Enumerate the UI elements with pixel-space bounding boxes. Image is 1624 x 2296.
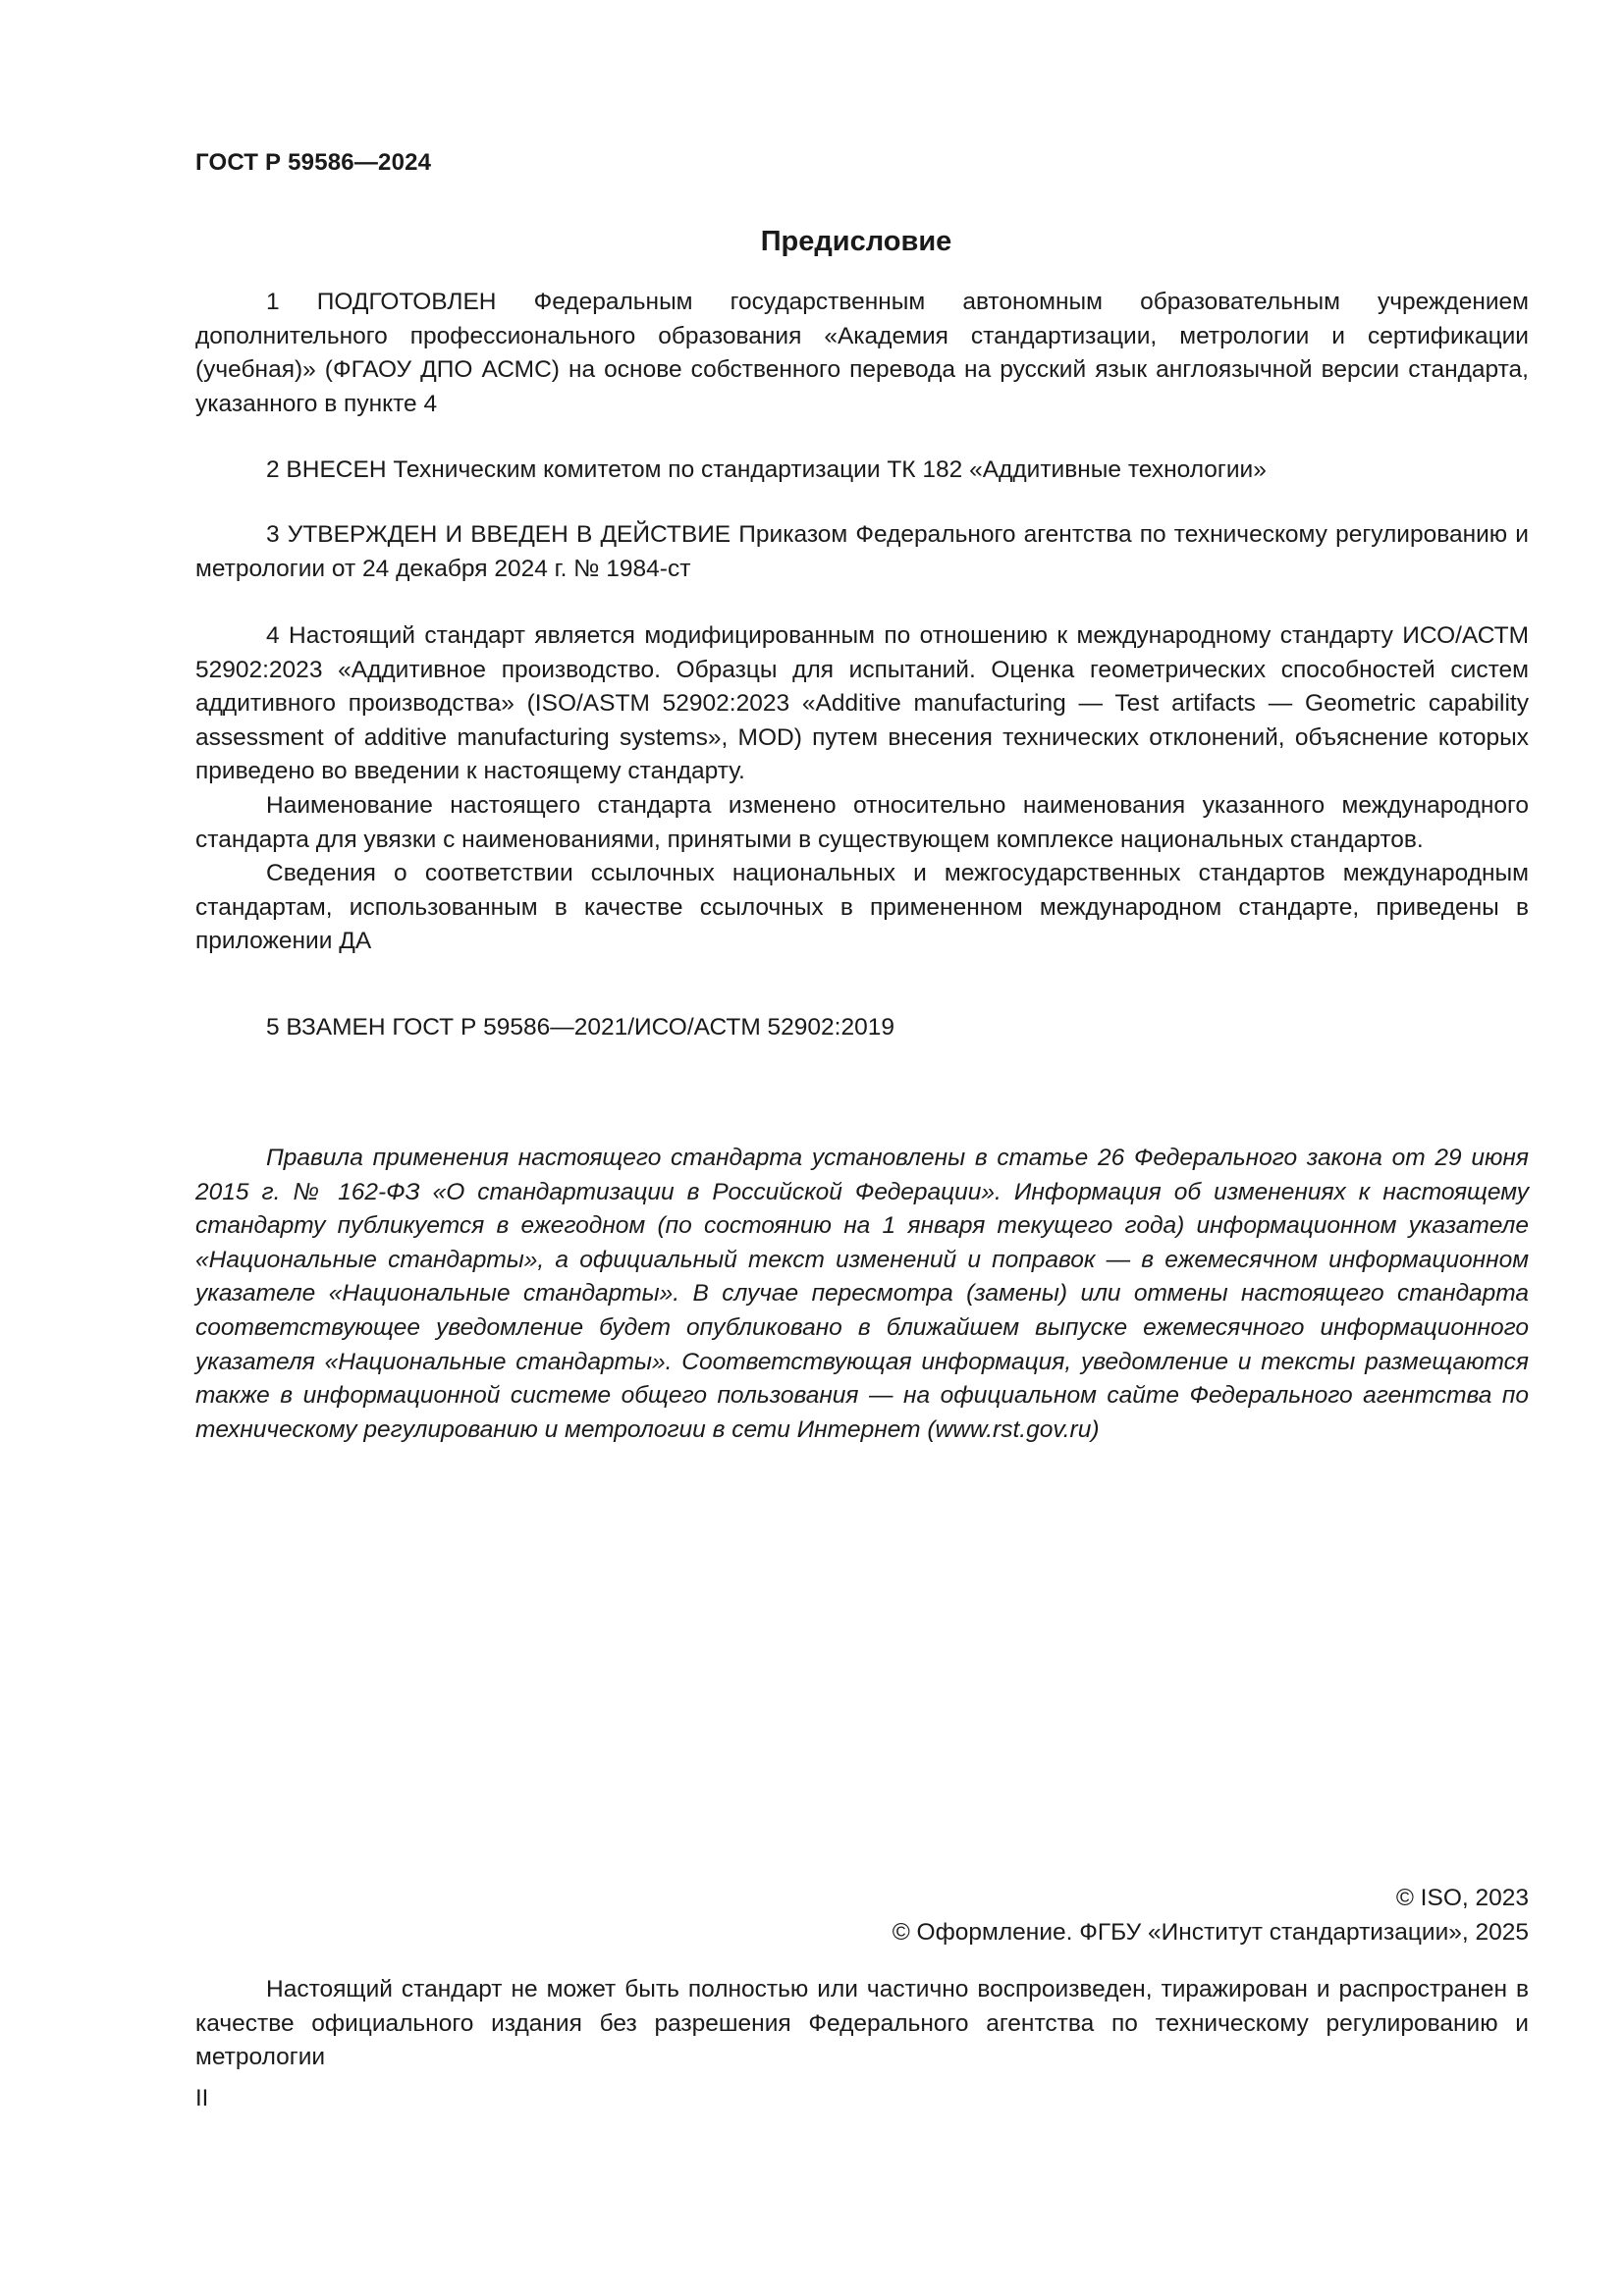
page-number: II bbox=[195, 2085, 209, 2111]
preface-item-4-paragraph-3: Сведения о соответствии ссылочных национальных и межгосударственных стандартов международным стандартам, использованным в качестве ссылочных в примененном международном стандарте, приведены в приложении ДА bbox=[195, 860, 1529, 955]
preface-item-5 bbox=[195, 1011, 1529, 1045]
preface-item-4-paragraph-2: Наименование настоящего стандарта изменено относительно наименования указанного международного стандарта для увязки с наименованиями, принятыми в существующем комплексе национальных стандартов. bbox=[195, 791, 1529, 853]
preface-item-2-text: 2 ВНЕСЕН Техническим комитетом по стандартизации ТК 182 «Аддитивные технологии» bbox=[266, 456, 1267, 483]
copyright-design: © Оформление. ФГБУ «Институт стандартизации», 2025 bbox=[892, 1919, 1529, 1946]
preface-item-1 bbox=[195, 286, 1529, 421]
preface-item-3 bbox=[195, 518, 1529, 586]
reproduction-text: Настоящий стандарт не может быть полностью или частично воспроизведен, тиражирован и распространен в качестве официального издания без разрешения Федерального агентства по техническому регулированию и метрологии bbox=[195, 1976, 1529, 2071]
preface-item-2 bbox=[195, 454, 1529, 488]
preface-item-1-text: 1 ПОДГОТОВЛЕН Федеральным государственным автономным образовательным учреждением дополнительного профессионального образования «Академия стандартизации, метрологии и сертификации (учебная)» (ФГАОУ ДПО АСМС) на основе собственного перевода на русский язык англоязычной версии стандарта, указанного в пункте 4 bbox=[195, 289, 1529, 417]
page-title: Предисловие bbox=[760, 226, 952, 257]
reproduction-notice bbox=[195, 1973, 1529, 2075]
application-rules-text: Правила применения настоящего стандарта установлены в статье 26 Федерального закона от 29 июня 2015 г. № 162-ФЗ «О стандартизации в Российской Федерации». Информация об изменениях к настоящему стандарту публикуется в ежегодном (по состоянию на 1 января текущего года) информационном указателе «Национальные стандарты», а официальный текст изменений и поправок — в ежемесячном информационном указателе «Национальные стандарты». В случае пересмотра (замены) или отмены настоящего стандарта соответствующее уведомление будет опубликовано в ближайшем выпуске ежемесячного информационного указателя «Национальные стандарты». Соответствующая информация, уведомление и тексты размещаются также в информационной системе общего пользования — на официальном сайте Федерального агентства по техническому регулированию и метрологии в сети Интернет (www.rst.gov.ru) bbox=[195, 1145, 1529, 1443]
preface-item-5-text: 5 ВЗАМЕН ГОСТ Р 59586—2021/ИСО/АСТМ 52902:2019 bbox=[266, 1014, 894, 1041]
copyright-iso: © ISO, 2023 bbox=[1395, 1885, 1529, 1911]
application-rules-notice bbox=[195, 1142, 1529, 1447]
preface-item-4 bbox=[195, 619, 1529, 959]
preface-item-4-text: 4 Настоящий стандарт является модифицированным по отношению к международному стандарту ИСО/АСТМ 52902:2023 «Аддитивное производство. Образцы для испытаний. Оценка геометрических способностей систем аддитивного производства» (ISO/ASTM 52902:2023 «Additive manufacturing — Test artifacts — Geometric capability assessment of additive manufacturing systems», MOD) путем внесения технических отклонений, объяснение которых приведено во введении к настоящему стандарту. bbox=[195, 622, 1529, 785]
preface-item-3-text: 3 УТВЕРЖДЕН И ВВЕДЕН В ДЕЙСТВИЕ Приказом Федерального агентства по техническому регулированию и метрологии от 24 декабря 2024 г. № 1984-ст bbox=[195, 521, 1529, 582]
standard-code-header: ГОСТ Р 59586—2024 bbox=[195, 149, 432, 176]
copyright-block bbox=[893, 1881, 1529, 1949]
